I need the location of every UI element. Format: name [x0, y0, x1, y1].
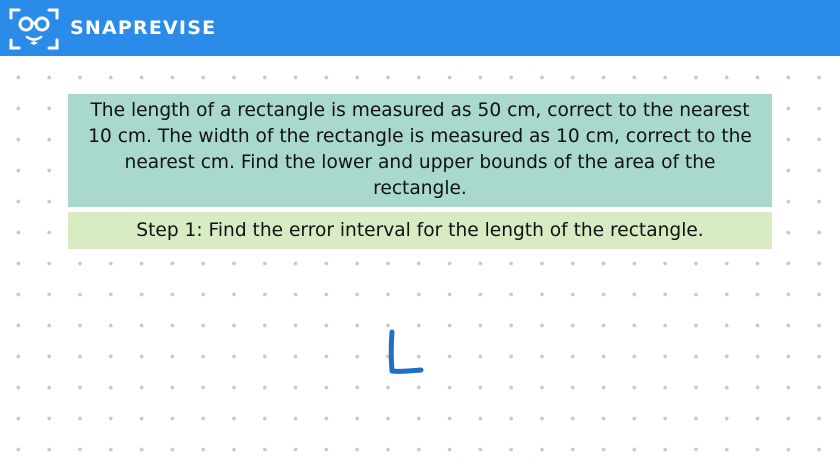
question-panel	[68, 94, 772, 207]
step-text: Step 1: Find the error interval for the length of the rectangle.	[136, 220, 704, 241]
header-bar	[0, 0, 840, 56]
brand-name: SNAPREVISE	[70, 17, 217, 39]
question-text: The length of a rectangle is measured as 50 cm, correct to the nearest 10 cm. The width of the rectangle is measured as 10 cm, correct to the nearest cm. Find the lower and upper bounds of the area of the rectangle.	[88, 100, 752, 199]
step-panel	[68, 212, 772, 249]
handwritten-l-icon	[380, 325, 430, 380]
logo-icon	[9, 8, 59, 50]
